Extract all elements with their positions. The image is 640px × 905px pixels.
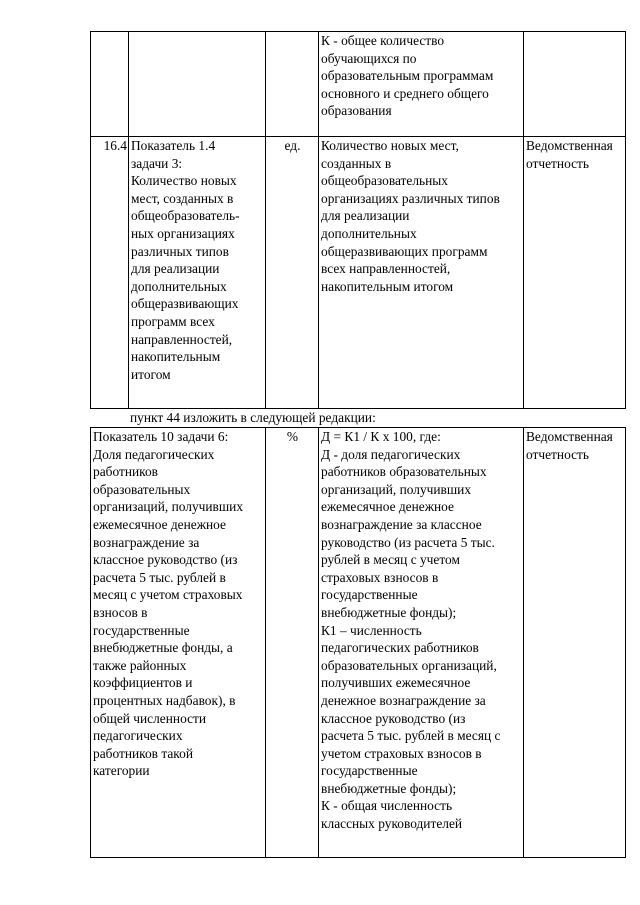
indicator-cell: Показатель 1.4 задачи 3: Количество новых мест, созданных в общеобразователь- ных организациях различных типов для реализации дополнительных общеразвивающих программ всех направленностей, накопительным итогом xyxy=(129,137,266,409)
source-cell xyxy=(524,32,626,137)
method-cell: К - общее количество обучающихся по образовательным программам основного и среднего общего образования xyxy=(319,32,524,137)
table-row xyxy=(91,32,626,137)
table-row xyxy=(91,428,626,858)
row-number-cell xyxy=(91,32,129,137)
indicator-cell xyxy=(129,32,266,137)
unit-cell: ед. xyxy=(266,137,319,409)
source-cell: Ведомственная отчетность xyxy=(524,137,626,409)
source-cell: Ведомственная отчетность xyxy=(524,428,626,858)
indicator-cell: Показатель 10 задачи 6: Доля педагогических работников образовательных организаций, получивших ежемесячное денежное вознаграждение за классное руководство (из расчета 5 тыс. рублей в месяц с учетом страховых взносов в государственные внебюджетные фонды, а также районных коэффициентов и процентных надбавок), в общей численности педагогических работников такой категории xyxy=(91,428,266,858)
amendment-instruction: пункт 44 изложить в следующей редакции: xyxy=(130,410,376,425)
unit-cell xyxy=(266,32,319,137)
method-cell: Д = К1 / К х 100, где: Д - доля педагогических работников образовательных организаций, получивших ежемесячное денежное вознаграждение за классное руководство (из расчета 5 тыс. рублей в месяц с учетом страховых взносов в государственные внебюджетные фонды); К1 – численность педагогических работников образовательных организаций, получивших ежемесячное денежное вознаграждение за классное руководство (из расчета 5 тыс. рублей в месяц с учетом страховых взносов в государственные внебюджетные фонды); К - общая численность классных руководителей xyxy=(319,428,524,858)
table-row xyxy=(91,137,626,409)
indicators-table-top xyxy=(90,31,626,409)
indicators-table-bottom xyxy=(90,427,626,858)
row-number-cell: 16.4 xyxy=(91,137,129,409)
unit-cell: % xyxy=(266,428,319,858)
method-cell: Количество новых мест, созданных в общеобразовательных организациях различных типов для реализации дополнительных общеразвивающих программ всех направленностей, накопительным итогом xyxy=(319,137,524,409)
